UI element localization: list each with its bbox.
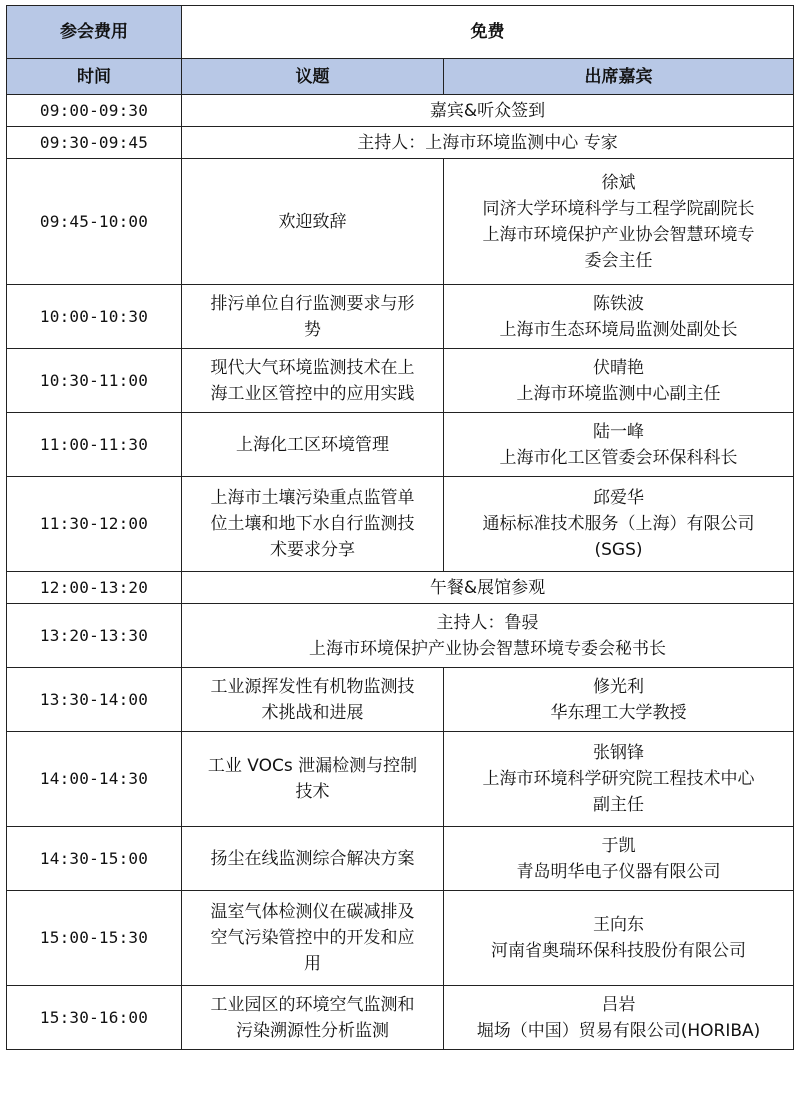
topic-cell-line: 污染溯源性分析监测 — [236, 1020, 389, 1041]
speaker-cell-line: 张钢锋 — [593, 743, 644, 763]
topic-cell — [182, 986, 444, 1050]
speaker-cell-line: 修光利 — [593, 676, 644, 697]
speaker-cell-line: 上海市环境监测中心副主任 — [516, 383, 721, 404]
topic-cell-line: 工业 VOCs 泄漏检测与控制 — [207, 756, 418, 776]
topic-cell-line: 空气污染管控中的开发和应 — [210, 928, 415, 948]
speaker-cell-line: 上海市生态环境局监测处副处长 — [499, 319, 738, 340]
fee-row — [7, 6, 794, 59]
topic-cell-line: 用 — [304, 954, 321, 974]
topic-cell — [182, 159, 444, 285]
time-cell: 09:30-09:45 — [7, 127, 182, 159]
merged-cell-line: 嘉宾&听众签到 — [429, 100, 546, 121]
topic-cell-line: 势 — [304, 319, 321, 340]
topic-cell-line: 排污单位自行监测要求与形 — [210, 293, 415, 314]
fee-label: 参会费用 — [7, 6, 182, 59]
topic-cell-line: 位土壤和地下水自行监测技 — [210, 514, 415, 534]
speaker-cell-line: 陆一峰 — [593, 421, 644, 442]
topic-cell — [182, 668, 444, 732]
topic-cell — [182, 285, 444, 349]
schedule-row — [7, 285, 794, 349]
speaker-cell-line: 王向东 — [593, 915, 644, 935]
merged-cell — [182, 572, 794, 604]
speaker-cell-line: 委会主任 — [584, 250, 653, 271]
speaker-cell-line: 邱爱华 — [593, 488, 644, 508]
speaker-cell-line: 于凯 — [601, 835, 636, 856]
time-cell: 10:30-11:00 — [7, 349, 182, 413]
speaker-cell-line: 上海市化工区管委会环保科科长 — [499, 447, 738, 468]
time-cell: 10:00-10:30 — [7, 285, 182, 349]
speaker-cell-line: 通标标准技术服务（上海）有限公司 — [482, 514, 755, 534]
topic-cell-line: 术要求分享 — [270, 540, 355, 560]
speaker-cell-line: (SGS) — [594, 540, 643, 560]
schedule-row — [7, 604, 794, 668]
time-cell: 14:00-14:30 — [7, 732, 182, 827]
topic-cell — [182, 827, 444, 891]
speaker-cell-line: 青岛明华电子仪器有限公司 — [516, 861, 721, 882]
topic-cell-line: 现代大气环境监测技术在上 — [210, 357, 415, 378]
speaker-cell-line: 同济大学环境科学与工程学院副院长 — [482, 198, 755, 219]
time-cell: 09:45-10:00 — [7, 159, 182, 285]
schedule-row — [7, 986, 794, 1050]
header-time: 时间 — [7, 59, 182, 95]
schedule-row — [7, 891, 794, 986]
speaker-cell-line: 徐斌 — [601, 172, 636, 193]
header-topic: 议题 — [182, 59, 444, 95]
speaker-cell — [444, 986, 794, 1050]
time-cell: 15:30-16:00 — [7, 986, 182, 1050]
topic-cell — [182, 413, 444, 477]
schedule-row — [7, 413, 794, 477]
speaker-cell-line: 吕岩 — [601, 994, 636, 1015]
time-cell: 15:00-15:30 — [7, 891, 182, 986]
speaker-cell-line: 伏晴艳 — [593, 357, 644, 378]
speaker-cell-line: 河南省奥瑞环保科技股份有限公司 — [491, 941, 746, 961]
topic-cell — [182, 732, 444, 827]
topic-cell-line: 工业源挥发性有机物监测技 — [210, 676, 415, 697]
speaker-cell-line: 堀场（中国）贸易有限公司(HORIBA) — [476, 1020, 761, 1041]
topic-cell-line: 技术 — [295, 782, 330, 802]
topic-cell — [182, 349, 444, 413]
merged-cell — [182, 604, 794, 668]
topic-cell-line: 术挑战和进展 — [261, 702, 364, 723]
speaker-cell-line: 副主任 — [593, 795, 644, 815]
time-cell: 14:30-15:00 — [7, 827, 182, 891]
merged-cell-line: 主持人：上海市环境监测中心 专家 — [357, 132, 618, 153]
time-cell: 13:20-13:30 — [7, 604, 182, 668]
topic-cell — [182, 477, 444, 572]
merged-cell-line: 上海市环境保护产业协会智慧环境专委会秘书长 — [309, 638, 666, 659]
topic-cell-line: 工业园区的环境空气监测和 — [210, 994, 415, 1015]
time-cell: 11:00-11:30 — [7, 413, 182, 477]
topic-cell-line: 温室气体检测仪在碳减排及 — [210, 902, 415, 922]
merged-cell — [182, 127, 794, 159]
schedule-row — [7, 349, 794, 413]
speaker-cell — [444, 159, 794, 285]
speaker-cell — [444, 477, 794, 572]
speaker-cell-line: 华东理工大学教授 — [550, 702, 687, 723]
schedule-row — [7, 668, 794, 732]
schedule-row — [7, 95, 794, 127]
schedule-table — [6, 5, 794, 1050]
merged-cell-line: 午餐&展馆参观 — [429, 577, 546, 598]
merged-cell-line: 主持人：鲁骎 — [436, 612, 539, 633]
topic-cell-line: 欢迎致辞 — [278, 211, 347, 232]
time-cell: 13:30-14:00 — [7, 668, 182, 732]
header-row — [7, 59, 794, 95]
speaker-cell — [444, 349, 794, 413]
time-cell: 09:00-09:30 — [7, 95, 182, 127]
schedule-row — [7, 127, 794, 159]
topic-cell-line: 扬尘在线监测综合解决方案 — [210, 848, 415, 869]
schedule-row — [7, 827, 794, 891]
schedule-row — [7, 159, 794, 285]
schedule-row — [7, 572, 794, 604]
schedule-row — [7, 732, 794, 827]
speaker-cell-line: 上海市环境科学研究院工程技术中心 — [482, 769, 755, 789]
schedule-row — [7, 477, 794, 572]
speaker-cell — [444, 891, 794, 986]
speaker-cell — [444, 668, 794, 732]
merged-cell — [182, 95, 794, 127]
speaker-cell — [444, 285, 794, 349]
time-cell: 11:30-12:00 — [7, 477, 182, 572]
speaker-cell-line: 上海市环境保护产业协会智慧环境专 — [482, 224, 755, 245]
speaker-cell-line: 陈铁波 — [593, 293, 644, 314]
topic-cell — [182, 891, 444, 986]
speaker-cell — [444, 827, 794, 891]
topic-cell-line: 上海化工区环境管理 — [236, 434, 389, 455]
time-cell: 12:00-13:20 — [7, 572, 182, 604]
topic-cell-line: 上海市土壤污染重点监管单 — [210, 488, 415, 508]
speaker-cell — [444, 413, 794, 477]
topic-cell-line: 海工业区管控中的应用实践 — [210, 383, 415, 404]
speaker-cell — [444, 732, 794, 827]
header-speaker: 出席嘉宾 — [444, 59, 794, 95]
fee-value: 免费 — [182, 6, 794, 59]
